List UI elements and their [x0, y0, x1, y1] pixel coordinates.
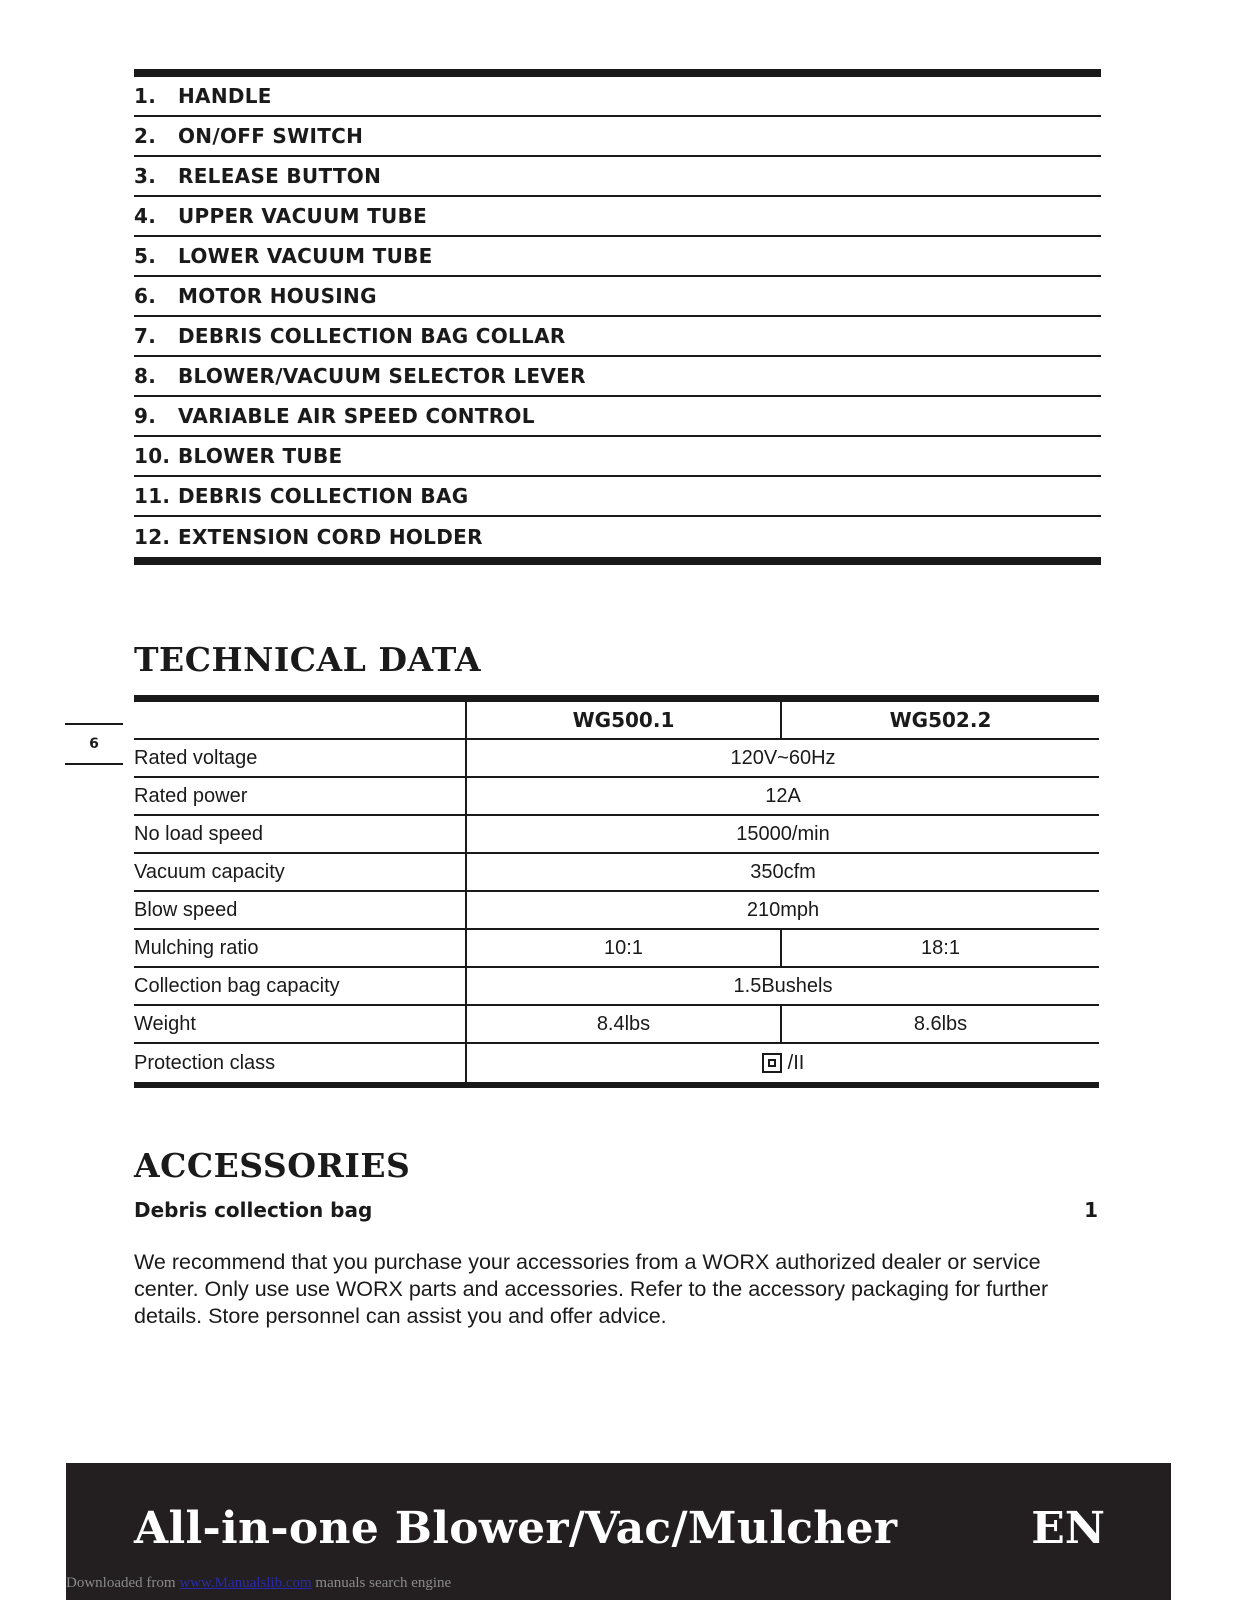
part-number: 4. [134, 204, 157, 228]
part-list-item [134, 157, 1101, 197]
page-number: 6 [65, 723, 123, 765]
part-number: 7. [134, 324, 157, 348]
accessories-text: We recommend that you purchase your accessories from a WORX authorized dealer or service center. Only use use WORX parts and accessories. Refer to the accessory packaging for further details. Store personnel can assist you and offer advice. [134, 1250, 1049, 1328]
part-label: LOWER VACUUM TUBE [178, 244, 433, 268]
part-label: VARIABLE AIR SPEED CONTROL [178, 404, 535, 428]
spec-value: 1.5Bushels [733, 974, 833, 997]
part-label: RELEASE BUTTON [178, 164, 382, 188]
part-list-item [134, 437, 1101, 477]
spec-label: Blow speed [134, 892, 467, 928]
part-list-item [134, 237, 1101, 277]
part-number: 3. [134, 164, 157, 188]
part-number: 2. [134, 124, 157, 148]
accessory-item-label: Debris collection bag [134, 1198, 373, 1222]
table-row [134, 740, 1099, 778]
spec-value: 120V~60Hz [730, 746, 836, 769]
part-label: DEBRIS COLLECTION BAG [178, 484, 469, 508]
model-header-wg502: WG502.2 [889, 708, 992, 732]
table-row [134, 778, 1099, 816]
part-label: DEBRIS COLLECTION BAG COLLAR [178, 324, 566, 348]
part-label: HANDLE [178, 84, 272, 108]
accessories-title: ACCESSORIES [134, 1146, 411, 1185]
part-list-item [134, 357, 1101, 397]
spec-label: Collection bag capacity [134, 968, 467, 1004]
part-number: 6. [134, 284, 157, 308]
part-list-item [134, 317, 1101, 357]
spec-value: 8.4lbs [467, 1006, 782, 1042]
part-number: 1. [134, 84, 157, 108]
spec-label: Rated voltage [134, 740, 467, 776]
table-header-row [134, 702, 1099, 740]
table-row [134, 892, 1099, 930]
spec-label: Protection class [134, 1044, 467, 1082]
spec-label: Vacuum capacity [134, 854, 467, 890]
technical-data-table [134, 695, 1099, 1088]
table-row [134, 1006, 1099, 1044]
double-insulation-icon [762, 1053, 782, 1073]
model-header-wg500: WG500.1 [467, 702, 782, 738]
spec-label: Weight [134, 1006, 467, 1042]
part-label: ON/OFF SWITCH [178, 124, 364, 148]
spec-label: Mulching ratio [134, 930, 467, 966]
spec-value: 210mph [746, 898, 820, 921]
part-list-item [134, 477, 1101, 517]
part-list-item [134, 117, 1101, 157]
part-number: 10. [134, 444, 171, 468]
accessory-item [134, 1198, 1098, 1222]
spec-value: 350cfm [750, 860, 816, 883]
accessory-item-quantity: 1 [1084, 1198, 1098, 1222]
table-row [134, 816, 1099, 854]
spec-value: 12A [765, 784, 801, 807]
technical-data-title: TECHNICAL DATA [134, 640, 482, 679]
part-number: 11. [134, 484, 171, 508]
download-watermark [66, 1575, 451, 1592]
part-list-item [134, 277, 1101, 317]
watermark-prefix: Downloaded from [66, 1575, 180, 1591]
part-label: EXTENSION CORD HOLDER [178, 525, 483, 549]
table-row [134, 1044, 1099, 1082]
spec-value: 8.6lbs [913, 1012, 968, 1035]
watermark-link[interactable]: www.Manualslib.com [179, 1575, 312, 1591]
table-row [134, 930, 1099, 968]
part-number: 12. [134, 525, 171, 549]
part-list-item [134, 397, 1101, 437]
spec-label: Rated power [134, 778, 467, 814]
spec-value: 10:1 [467, 930, 782, 966]
part-label: MOTOR HOUSING [178, 284, 377, 308]
footer-language-code: EN [1031, 1503, 1105, 1554]
spec-label: No load speed [134, 816, 467, 852]
part-label: UPPER VACUUM TUBE [178, 204, 428, 228]
part-number: 8. [134, 364, 157, 388]
watermark-suffix: manuals search engine [311, 1575, 452, 1591]
table-header-blank [134, 702, 467, 738]
part-number: 9. [134, 404, 157, 428]
footer-product-title: All-in-one Blower/Vac/Mulcher [134, 1503, 898, 1554]
part-number: 5. [134, 244, 157, 268]
parts-list [134, 69, 1101, 565]
spec-value: 15000/min [736, 822, 830, 845]
spec-value: 18:1 [921, 936, 960, 959]
part-list-item [134, 197, 1101, 237]
protection-class-value: /II [787, 1051, 805, 1074]
table-row [134, 854, 1099, 892]
part-label: BLOWER/VACUUM SELECTOR LEVER [178, 364, 586, 388]
part-label: BLOWER TUBE [178, 444, 343, 468]
spec-value [467, 1044, 1099, 1082]
part-list-item [134, 77, 1101, 117]
table-row [134, 968, 1099, 1006]
part-list-item [134, 517, 1101, 557]
